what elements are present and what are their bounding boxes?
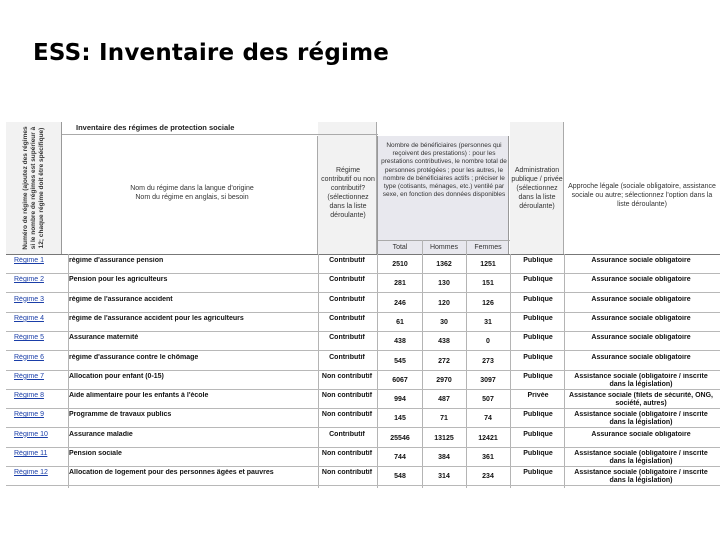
approche-cell: Assurance sociale obligatoire xyxy=(591,295,691,303)
regime-link[interactable]: Régime 7 xyxy=(14,372,44,380)
table-row xyxy=(6,255,720,274)
regime-link[interactable]: Régime 2 xyxy=(14,276,44,284)
administration-cell: Publique xyxy=(523,469,553,477)
header-administration: Administration publique / privée (sélectionnez dans la liste déroulante) xyxy=(511,167,563,210)
hommes-cell: 71 xyxy=(440,415,448,423)
total-cell: 548 xyxy=(394,473,406,481)
femmes-cell: 3097 xyxy=(480,376,496,384)
approche-cell: Assurance sociale obligatoire xyxy=(591,314,691,322)
administration-cell: Publique xyxy=(523,295,553,303)
title-underline xyxy=(62,134,378,135)
administration-cell: Publique xyxy=(523,314,553,322)
approche-cell: Assistance sociale (obligatoire / inscrite dans la législation) xyxy=(574,411,708,427)
contributif-cell: Contributif xyxy=(329,276,365,284)
regime-link[interactable]: Régime 8 xyxy=(14,392,44,400)
table-row xyxy=(6,274,720,293)
femmes-cell: 126 xyxy=(482,299,494,307)
regime-link[interactable]: Régime 5 xyxy=(14,334,44,342)
regime-link[interactable]: Régime 10 xyxy=(14,430,48,438)
regime-link[interactable]: Régime 12 xyxy=(14,469,48,477)
hommes-cell: 13125 xyxy=(434,434,454,442)
total-cell: 61 xyxy=(396,318,404,326)
contributif-cell: Non contributif xyxy=(321,392,373,400)
contributif-cell: Contributif xyxy=(329,430,365,438)
administration-cell: Publique xyxy=(523,372,553,380)
femmes-cell: 0 xyxy=(486,338,490,346)
regime-name-cell: Allocation pour enfant (0-15) xyxy=(69,372,164,380)
regime-link[interactable]: Régime 11 xyxy=(14,450,48,457)
regime-name-cell: régime de l'assurance accident pour les agriculteurs xyxy=(69,314,244,322)
contributif-cell: Contributif xyxy=(329,257,365,264)
femmes-cell: 74 xyxy=(484,415,492,423)
administration-cell: Publique xyxy=(523,450,553,457)
regime-name-cell: Programme de travaux publics xyxy=(69,411,172,419)
total-cell: 438 xyxy=(394,338,406,346)
inventory-title: Inventaire des régimes de protection sociale xyxy=(76,123,235,132)
approche-cell: Assurance sociale obligatoire xyxy=(591,257,691,264)
regime-link[interactable]: Régime 3 xyxy=(14,295,44,303)
subheader-line xyxy=(378,240,510,241)
total-cell: 2510 xyxy=(392,261,408,268)
femmes-cell: 507 xyxy=(482,396,494,404)
total-cell: 246 xyxy=(394,299,406,307)
hommes-cell: 272 xyxy=(438,357,450,365)
approche-cell: Assurance sociale obligatoire xyxy=(591,430,691,438)
header-approche: Approche légale (sociale obligatoire, assistance sociale ou autre; sélectionnez l'option dans la liste déroulante) xyxy=(568,183,716,208)
total-cell: 744 xyxy=(394,454,406,461)
administration-cell: Publique xyxy=(523,334,553,342)
regime-name-cell: Allocation de logement pour des personnes âgées et pauvres xyxy=(69,469,274,477)
hommes-cell: 487 xyxy=(438,396,450,404)
approche-cell: Assistance sociale (obligatoire / inscrite dans la législation) xyxy=(574,469,708,485)
total-cell: 6067 xyxy=(392,376,408,384)
approche-cell: Assistance sociale (obligatoire / inscrite dans la législation) xyxy=(574,372,708,388)
regime-link[interactable]: Régime 6 xyxy=(14,353,44,361)
hommes-cell: 30 xyxy=(440,318,448,326)
total-cell: 994 xyxy=(394,396,406,404)
total-cell: 25546 xyxy=(390,434,410,442)
approche-cell: Assurance sociale obligatoire xyxy=(591,334,691,342)
regime-name-cell: Pension sociale xyxy=(69,450,122,457)
contributif-cell: Contributif xyxy=(329,295,365,303)
regime-link[interactable]: Régime 9 xyxy=(14,411,44,419)
table-row xyxy=(6,371,720,390)
administration-cell: Publique xyxy=(523,430,553,438)
hommes-cell: 1362 xyxy=(436,261,452,268)
table-row xyxy=(6,409,720,428)
table-row xyxy=(6,467,720,486)
contributif-cell: Contributif xyxy=(329,314,365,322)
administration-cell: Privée xyxy=(527,392,549,400)
contributif-cell: Non contributif xyxy=(321,469,373,477)
hommes-cell: 384 xyxy=(438,454,450,461)
header-beneficiaires: Nombre de bénéficiaires (personnes qui reçoivent des prestations) : pour les prestations contributives, le nombre total de personnes protégées ; pour les autres, le nombre de bénéficiaires actifs ; préciser le type (cotisants, ménages, etc.) ventilé par sexe, en fonction des données disponibles xyxy=(381,142,507,199)
femmes-cell: 12421 xyxy=(478,434,498,442)
administration-cell: Publique xyxy=(523,276,553,284)
regime-link[interactable]: Régime 1 xyxy=(14,257,44,264)
regime-link[interactable]: Régime 4 xyxy=(14,314,44,322)
header-contributif: Régime contributif ou non contributif? (sélectionnez dans la liste déroulante) xyxy=(321,167,375,219)
regime-name-cell: régime d'assurance pension xyxy=(69,257,164,264)
spreadsheet-image xyxy=(6,122,720,488)
header-nom: Nom du régime dans la langue d'origine Nom du régime en anglais, si besoin xyxy=(130,185,254,201)
administration-cell: Publique xyxy=(523,411,553,419)
total-cell: 281 xyxy=(394,280,406,288)
header-numero-regime: Numéro de régime (ajoutez des régimes si le nombre de régimes est supérieur à 12; chaque régime doit être spécifique) xyxy=(6,122,62,254)
total-cell: 145 xyxy=(394,415,406,423)
header-femmes: Femmes xyxy=(474,244,502,251)
femmes-cell: 234 xyxy=(482,473,494,481)
femmes-cell: 31 xyxy=(484,318,492,326)
hommes-cell: 130 xyxy=(438,280,450,288)
administration-cell: Publique xyxy=(523,353,553,361)
header-hommes: Hommes xyxy=(429,244,458,251)
header-total: Total xyxy=(392,244,408,251)
femmes-cell: 273 xyxy=(482,357,494,365)
hommes-cell: 314 xyxy=(438,473,450,481)
table-row xyxy=(6,429,720,448)
approche-cell: Assistance sociale (filets de sécurité, ONG, société, autres) xyxy=(569,392,713,408)
table-row xyxy=(6,294,720,313)
contributif-cell: Contributif xyxy=(329,334,365,342)
table-row xyxy=(6,332,720,351)
regime-name-cell: régime d'assurance contre le chômage xyxy=(69,353,199,361)
approche-cell: Assistance sociale (obligatoire / inscrite dans la législation) xyxy=(574,450,708,465)
contributif-cell: Contributif xyxy=(329,353,365,361)
approche-cell: Assurance sociale obligatoire xyxy=(591,353,691,361)
regime-name-cell: Pension pour les agriculteurs xyxy=(69,276,168,284)
table-row xyxy=(6,352,720,371)
administration-cell: Publique xyxy=(523,257,553,264)
contributif-cell: Non contributif xyxy=(321,372,373,380)
regime-name-cell: Assurance maladie xyxy=(69,430,133,438)
table-row xyxy=(6,390,720,409)
table-row xyxy=(6,313,720,332)
contributif-cell: Non contributif xyxy=(321,411,373,419)
approche-cell: Assurance sociale obligatoire xyxy=(591,276,691,284)
hommes-cell: 2970 xyxy=(436,376,452,384)
femmes-cell: 361 xyxy=(482,454,494,461)
femmes-cell: 1251 xyxy=(480,261,496,268)
femmes-cell: 151 xyxy=(482,280,494,288)
regime-name-cell: Assurance maternité xyxy=(69,334,139,342)
hommes-cell: 120 xyxy=(438,299,450,307)
slide-title: ESS: Inventaire des régime xyxy=(33,40,390,66)
regime-name-cell: Aide alimentaire pour les enfants à l'école xyxy=(69,392,209,400)
table-row xyxy=(6,448,720,467)
total-cell: 545 xyxy=(394,357,406,365)
contributif-cell: Non contributif xyxy=(321,450,373,457)
hommes-cell: 438 xyxy=(438,338,450,346)
regime-name-cell: régime de l'assurance accident xyxy=(69,295,173,303)
